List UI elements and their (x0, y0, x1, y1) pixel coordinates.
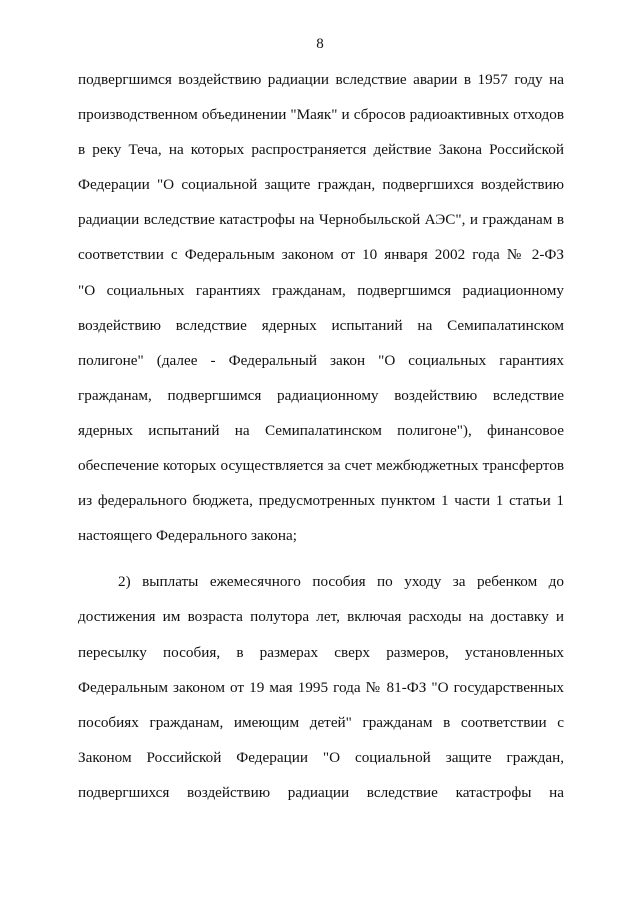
text-line: воздействию вследствие ядерных испытаний на Семипалатинском (78, 316, 564, 334)
text-line: ядерных испытаний на Семипалатинском полигоне"), финансовое (78, 421, 564, 439)
text-line: радиации вследствие катастрофы на Чернобыльской АЭС", и гражданам в (78, 211, 564, 229)
text-line: 2) выплаты ежемесячного пособия по уходу за ребенком до (118, 573, 564, 591)
text-line: Федерации "О социальной защите граждан, подвергшихся воздействию (78, 176, 564, 194)
text-line: в реку Теча, на которых распространяется действие Закона Российской (78, 141, 564, 159)
text-line: полигоне" (далее - Федеральный закон "О социальных гарантиях (78, 351, 564, 369)
text-line: пособиях гражданам, имеющим детей" гражданам в соответствии с (78, 713, 564, 731)
text-line: подвергшимся воздействию радиации вследствие аварии в 1957 году на (78, 71, 564, 88)
text-line: соответствии с Федеральным законом от 10 января 2002 года № 2-ФЗ (78, 246, 564, 264)
text-line: настоящего Федерального закона; (78, 527, 297, 545)
text-line: Законом Российской Федерации "О социальной защите граждан, (78, 748, 564, 766)
text-line: обеспечение которых осуществляется за счет межбюджетных трансфертов (78, 457, 564, 475)
text-line: пересылку пособия, в размерах сверх размеров, установленных (78, 643, 564, 661)
paragraph-spacer (78, 553, 564, 564)
paragraph-2 (78, 564, 564, 810)
text-line: гражданам, подвергшимся радиационному воздействию вследствие (78, 386, 564, 404)
page-number: 8 (316, 36, 324, 52)
text-line: подвергшихся воздействию радиации вследствие катастрофы на (78, 783, 564, 801)
text-line: производственном объединении "Маяк" и сбросов радиоактивных отходов (78, 106, 564, 124)
text-line: достижения им возраста полутора лет, включая расходы на доставку и (78, 608, 564, 626)
body-text (78, 62, 564, 810)
text-line: Федеральным законом от 19 мая 1995 года № 81-ФЗ "О государственных (78, 678, 564, 696)
text-line: "О социальных гарантиях гражданам, подвергшимся радиационному (78, 281, 564, 299)
text-line: из федерального бюджета, предусмотренных пунктом 1 части 1 статьи 1 (78, 492, 564, 510)
paragraph-1 (78, 62, 564, 553)
